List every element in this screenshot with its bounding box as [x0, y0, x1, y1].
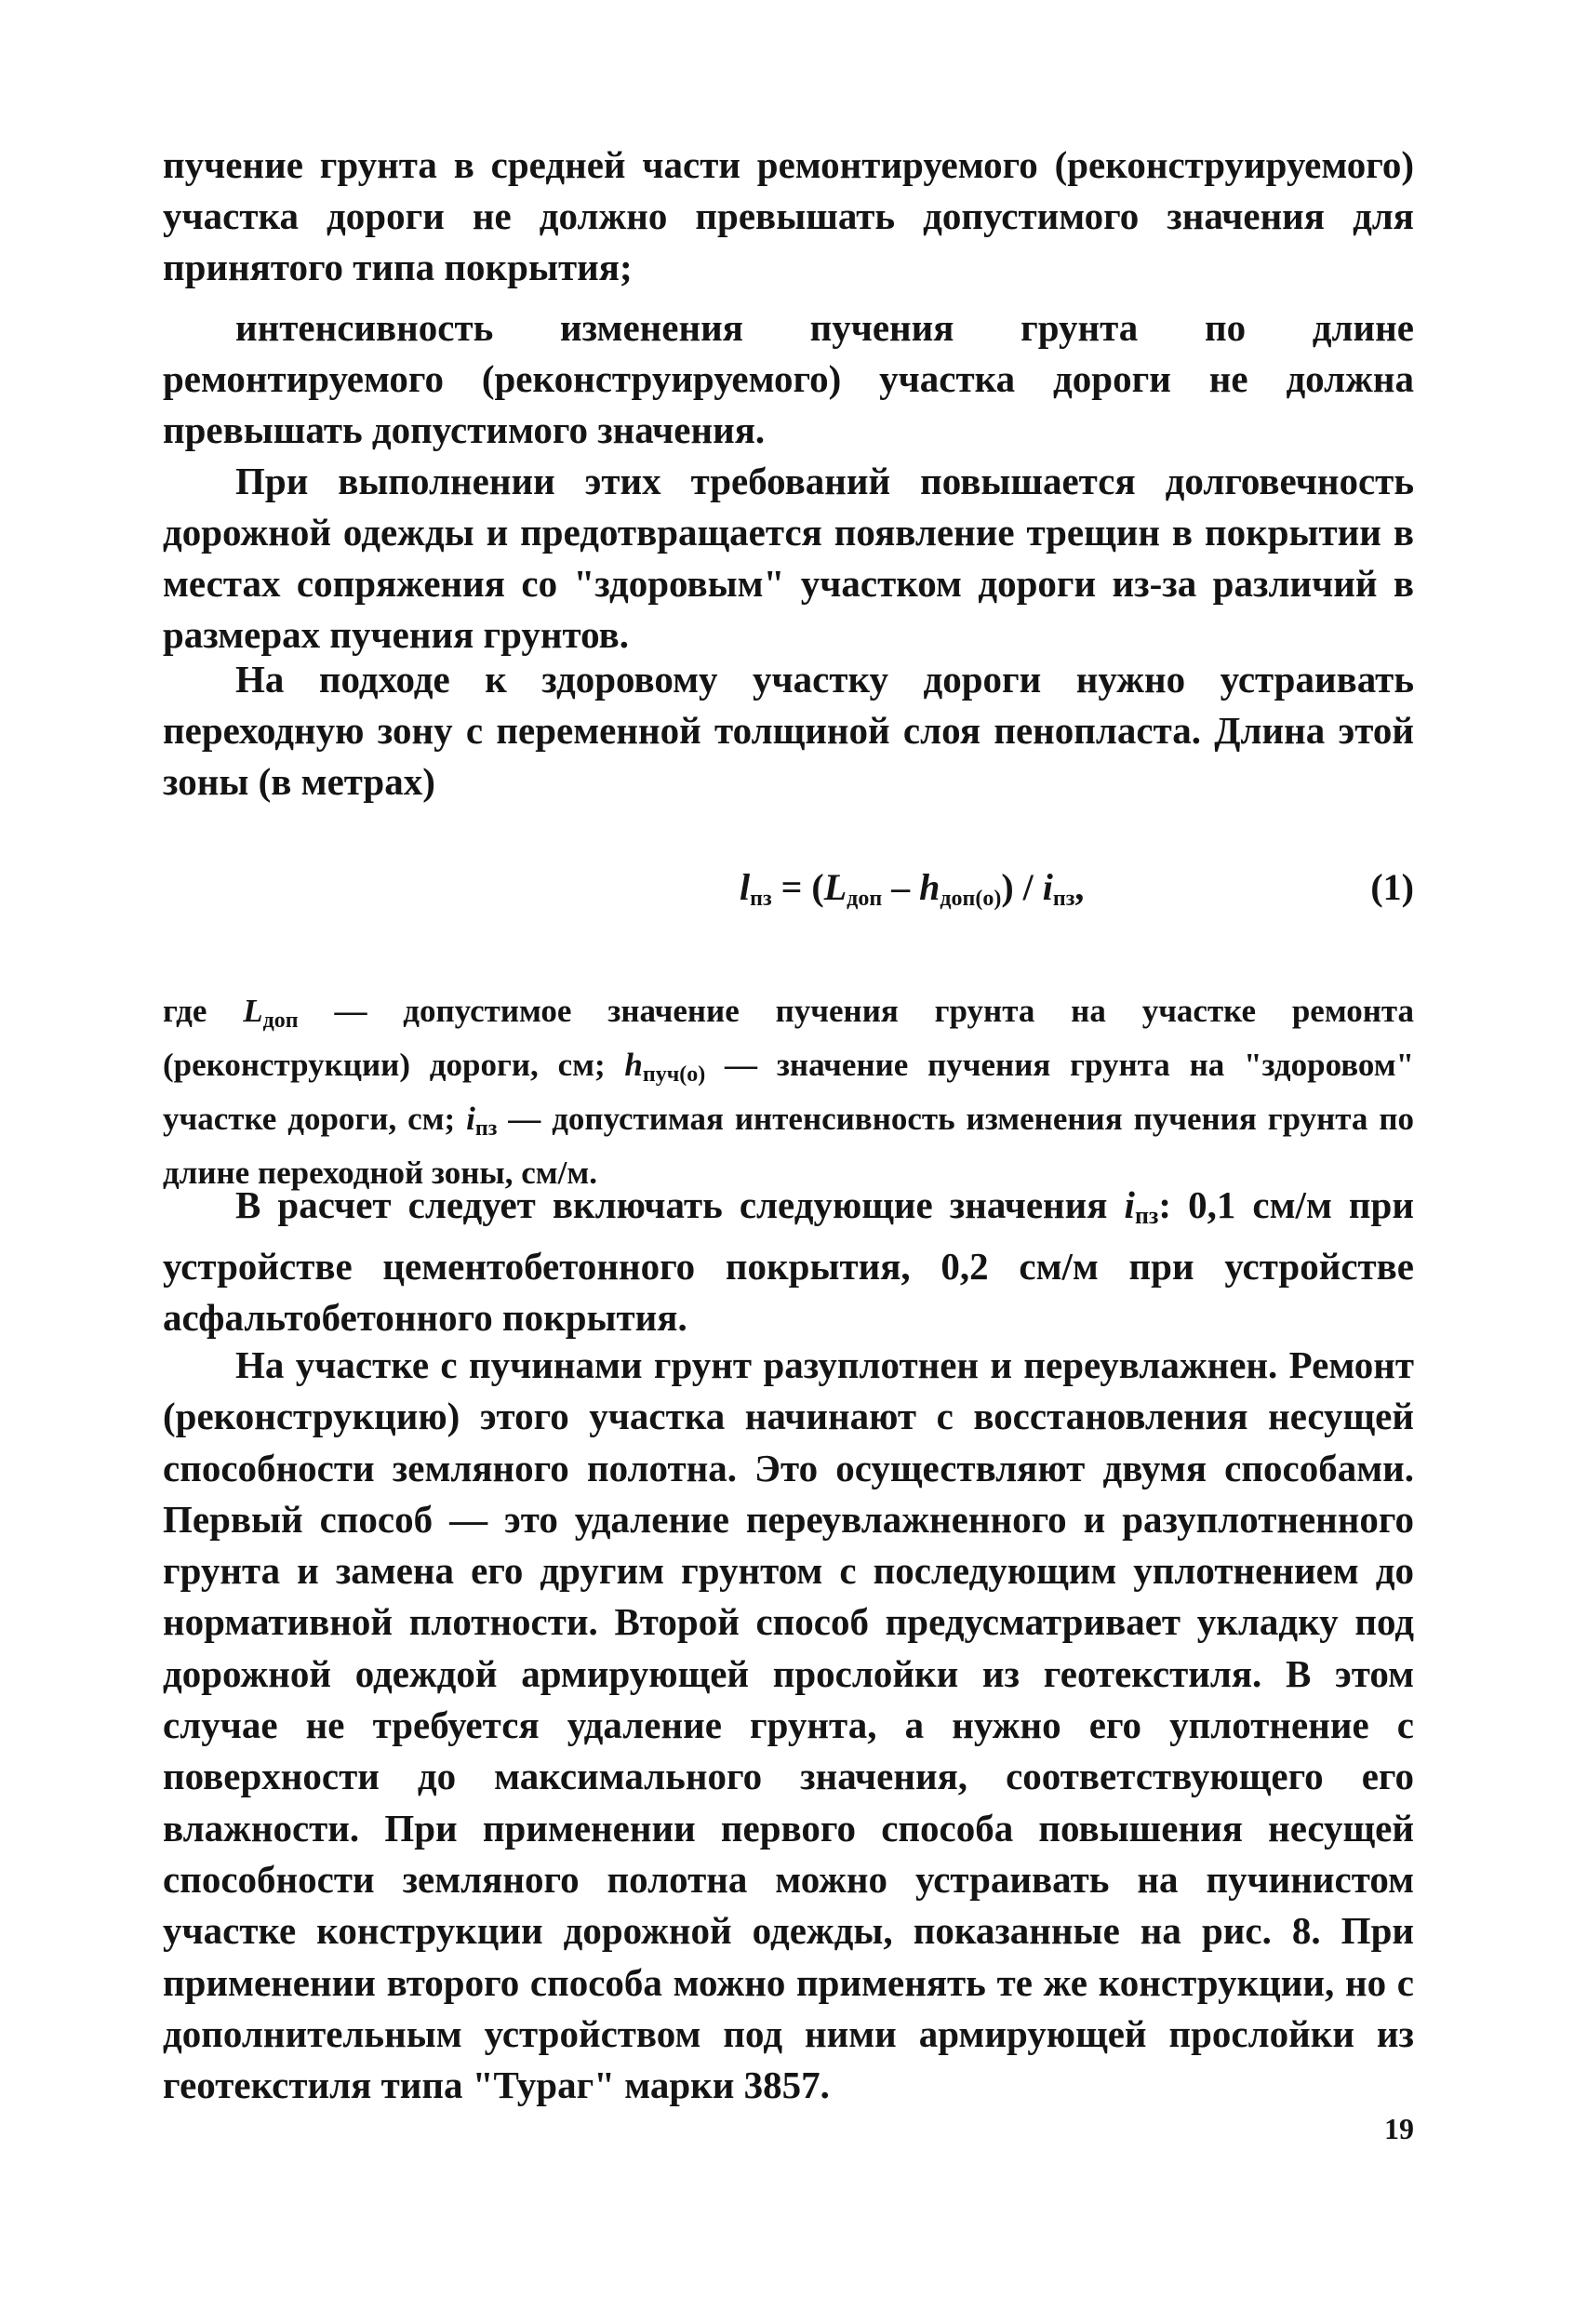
page-number: 19	[1384, 2112, 1414, 2145]
formula-l-var: L	[823, 866, 847, 908]
legend-text-4: — допустимая интенсивность изменения пучения грунта по длине переходной зоны, см/м.	[163, 1101, 1414, 1191]
legend-text-3: — значение пучения грунта на "здоровом" участке дороги, см;	[163, 1047, 1414, 1137]
text-block-calculation-values	[163, 1180, 1414, 1343]
legend-text-2: — допустимое значение пучения грунта на участке ремонта (реконструкции) дороги, см;	[163, 993, 1415, 1083]
legend-var-3: i	[466, 1101, 475, 1137]
paragraph-transition-zone: На подходе к здоровому участку дороги нужно устраивать переходную зону с переменной толщиной слоя пенопласта. Длина этой зоны (в метрах)	[163, 658, 1414, 803]
calc-var: i	[1124, 1183, 1135, 1226]
paragraph-requirement-2: интенсивность изменения пучения грунта по длине ремонтируемого (реконструируемого) участка дороги не должна превышать допустимого значения.	[163, 306, 1414, 451]
legend-sub-1: доп	[262, 1008, 299, 1033]
legend-sub-2: пуч(о)	[642, 1062, 706, 1087]
paragraph-repair-methods: На участке с пучинами грунт разуплотнен и переувлажнен. Ремонт (реконструкцию) этого участка начинают с восстановления несущей способности земляного полотна. Это осуществляют двумя способами. Первый способ — это удаление переувлажненного и разуплотненного грунта и замена его другим грунтом с последующим уплотнением до нормативной плотности. Второй способ предусматривает укладку под дорожной одеждой армирующей прослойки из геотекстиля. В этом случае не требуется удаление грунта, а нужно его уплотнение с поверхности до максимального значения, соответствующего его влажности. При применении первого способа повышения несущей способности земляного полотна можно устраивать на пучинистом участке конструкции дорожной одежды, показанные на рис. 8. При применении второго способа можно применять те же конструкции, но с дополнительным устройством под ними армирующей прослойки из геотекстиля типа "Тураг" марки 3857.	[163, 1343, 1414, 2107]
calc-text-a: В расчет следует включать следующие значения	[235, 1183, 1125, 1226]
paragraph-durability: При выполнении этих требований повышается долговечность дорожной одежды и предотвращается появление трещин в покрытии в местах сопряжения со "здоровым" участком дороги из-за различий в размерах пучения грунтов.	[163, 460, 1414, 656]
paragraph-calculation-values	[163, 1180, 1414, 1343]
formula-i-var: i	[1042, 866, 1053, 908]
formula-comma: ,	[1074, 866, 1085, 908]
formula-l-sub: доп	[847, 887, 883, 911]
formula-eq-open: = (	[771, 866, 824, 908]
text-block-transition-zone	[163, 654, 1414, 808]
formula-1	[163, 865, 1414, 912]
legend-var-2: h	[624, 1047, 643, 1083]
formula-div: ) /	[1001, 866, 1043, 908]
text-block-requirements	[163, 140, 1414, 456]
formula-i-sub: пз	[1052, 887, 1075, 911]
formula-expression	[740, 865, 1084, 912]
calc-text-b: : 0,1 см/м при устройстве цементобетонного покрытия, 0,2 см/м при устройстве асфальтобетонного покрытия.	[163, 1183, 1414, 1339]
legend-sub-3: пз	[474, 1116, 498, 1141]
legend-var-1: L	[243, 993, 263, 1029]
text-block-repair-methods	[163, 1340, 1414, 2111]
formula-legend	[163, 989, 1414, 1195]
paragraph-requirement-1: пучение грунта в средней части ремонтируемого (реконструируемого) участка дороги не должно превышать допустимого значения для принятого типа покрытия;	[163, 143, 1414, 288]
text-block-durability	[163, 456, 1414, 661]
formula-minus: –	[882, 866, 920, 908]
formula-h-sub: доп(о)	[940, 887, 1002, 911]
legend-paragraph	[163, 989, 1414, 1195]
formula-lhs-var: l	[740, 866, 751, 908]
legend-text-1: где	[163, 993, 244, 1029]
calc-sub: пз	[1134, 1202, 1159, 1229]
formula-lhs-sub: пз	[750, 887, 772, 911]
formula-number: (1)	[1370, 866, 1414, 908]
formula-h-var: h	[919, 866, 940, 908]
